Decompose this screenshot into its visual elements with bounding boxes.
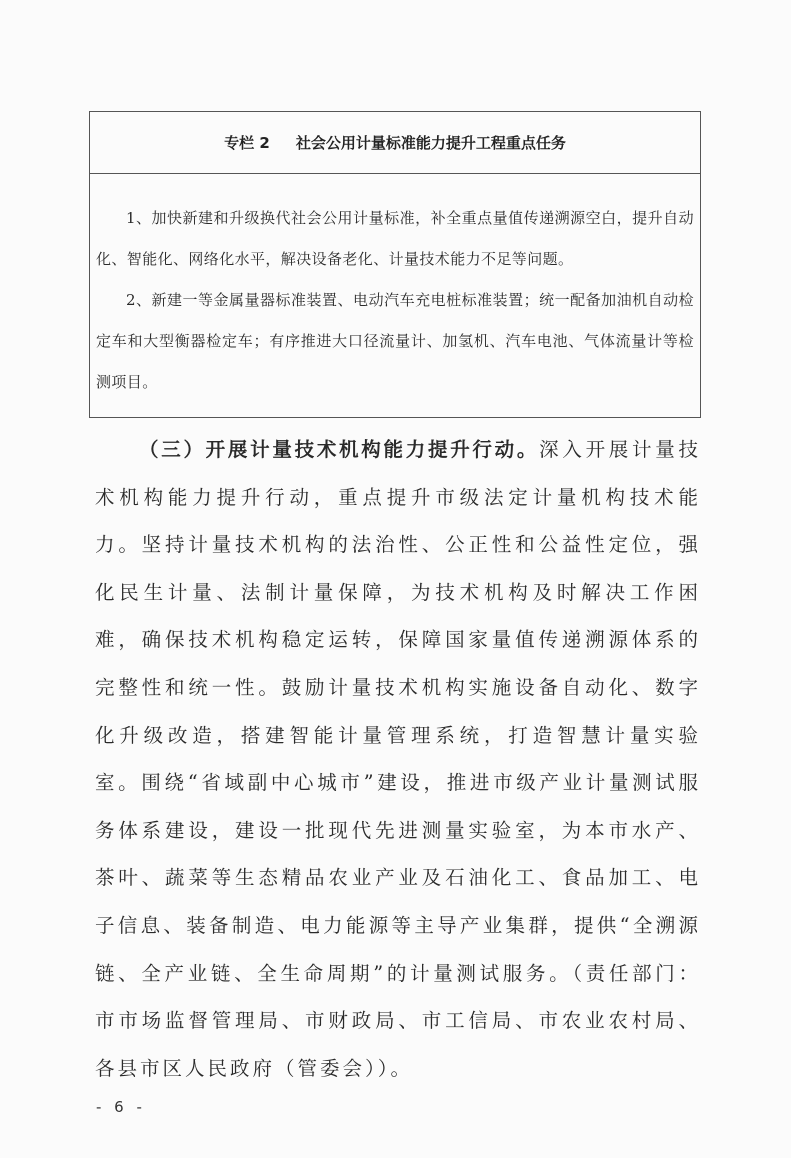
section-body: 深入开展计量技术机构能力提升行动，重点提升市级法定计量机构技术能力。坚持计量技术机构的法治性、公正性和公益性定位，强化民生计量、法制计量保障，为技术机构及时解决工作困难，确保技术机构稳定运转，保障国家量值传递溯源体系的完整性和统一性。鼓励计量技术机构实施设备自动化、数字化升级改造，搭建智能计量管理系统，打造智慧计量实验室。围绕“省域副中心城市”建设，推进市级产业计量测试服务体系建设，建设一批现代先进测量实验室，为本市水产、茶叶、蔬菜等生态精品农业产业及石油化工、食品加工、电子信息、装备制造、电力能源等主导产业集群，提供“全溯源链、全产业链、全生命周期”的计量测试服务。（责任部门：市市场监督管理局、市财政局、市工信局、市农业农村局、各县市区人民政府（管委会））。 <box>95 438 701 1080</box>
column-label: 专栏 2 <box>224 134 270 152</box>
column-item: 1、加快新建和升级换代社会公用计量标准，补全重点量值传递溯源空白，提升自动化、智能化、网络化水平，解决设备老化、计量技术能力不足等问题。 <box>96 209 694 268</box>
column-item: 2、新建一等金属量器标准装置、电动汽车充电桩标准装置；统一配备加油机自动检定车和大型衡器检定车；有序推进大口径流量计、加氢机、汽车电池、气体流量计等检测项目。 <box>96 291 694 391</box>
column-box-header <box>90 112 700 174</box>
section-heading: （三）开展计量技术机构能力提升行动。 <box>139 438 540 461</box>
column-box <box>89 111 701 418</box>
column-title: 社会公用计量标准能力提升工程重点任务 <box>295 134 566 152</box>
column-box-body <box>90 174 700 417</box>
section-paragraph <box>95 426 701 1092</box>
page-number: - 6 - <box>96 1098 146 1117</box>
